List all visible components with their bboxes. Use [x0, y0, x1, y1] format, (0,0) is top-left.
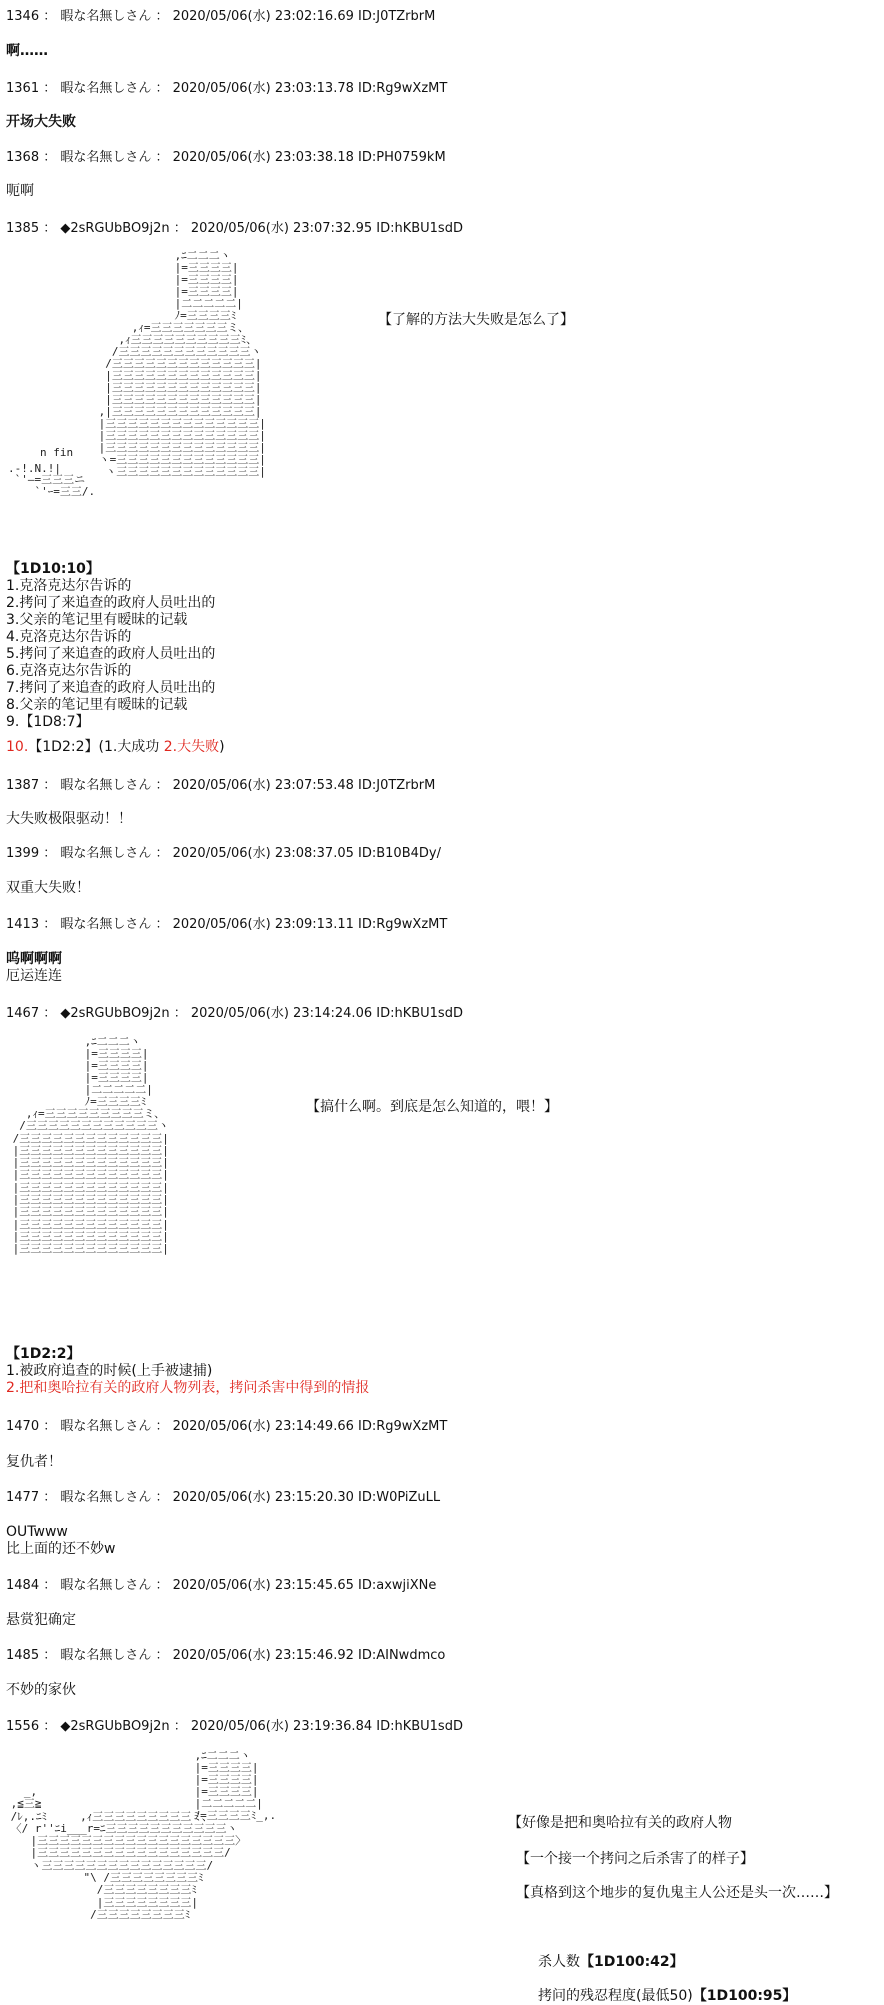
post-header: 1484 ： 暇な名無しさん ： 2020/05/06(水) 23:15:45.65 ID:axwjiXNe — [6, 1578, 437, 1593]
list-item-result: 2.把和奥哈拉有关的政府人物列表，拷问杀害中得到的情报 — [6, 1380, 370, 1396]
post-header: 1477 ： 暇な名無しさん ： 2020/05/06(水) 23:15:20.30 ID:W0PiZuLL — [6, 1490, 441, 1505]
ascii-art-figure: ,ﾆ二二二ヽ |=三三三三| |=三三三三| |=三三三三| |二二二二二| ﾉ=三三三三ﾐ — [174, 249, 243, 322]
post-body: 复仇者！ — [6, 1454, 62, 1470]
post-header: 1368 ： 暇な名無しさん ： 2020/05/06(水) 23:03:38.18 ID:PH0759kM — [6, 150, 446, 165]
dialog-text: 【搞什么啊。到底是怎么知道的，喂！】 — [306, 1099, 558, 1115]
post-header: 1346 ： 暇な名無しさん ： 2020/05/06(水) 23:02:16.69 ID:J0TZrbrM — [6, 9, 436, 24]
post-header: 1485 ： 暇な名無しさん ： 2020/05/06(水) 23:15:46.92 ID:AINwdmco — [6, 1648, 446, 1663]
kill-count-roll: 【1D100:42】 — [580, 1954, 684, 1970]
post-body: 开场大失败 — [6, 114, 76, 130]
ascii-art-body: _, ,≦三≧ /ﾚ,.ﾆﾐ ,ｨ三三三三三三三三三ミ、 〈/ r''ﾆi___r=ﾆ三三三三三三三三三三三ヽ |三三三三三三三三三三三三三三三三三三〉 |三三三三三三三三三三三三三三三三三/ ヽ三三三三三三三三三三三三三三三/ "\ /三三三三三三三三ﾐ /三三三三三三三三ﾐ |三三三三三三三三| /三三三三三三三三ﾐ — [10, 1785, 247, 1921]
post-header: 1556 ： ◆2sRGUbBO9j2n ： 2020/05/06(水) 23:19:36.84 ID:hKBU1sdD — [6, 1719, 463, 1734]
post-header: 1361 ： 暇な名無しさん ： 2020/05/06(水) 23:03:13.78 ID:Rg9wXzMT — [6, 81, 448, 96]
cruelty-line — [538, 1985, 796, 2005]
post-header: 1385 ： ◆2sRGUbBO9j2n ： 2020/05/06(水) 23:07:32.95 ID:hKBU1sdD — [6, 221, 463, 236]
list-item: 6.克洛克达尔告诉的 — [6, 663, 132, 679]
list-item: 5.拷问了来追查的政府人员吐出的 — [6, 646, 216, 662]
highlight-text: 2.大失败 — [163, 739, 220, 755]
ascii-art-body: ,ｨ=三三三三三三三三三ミ、 /三三三三三三三三三三三三ヽ /三三三三三三三三三三三三三| |三三三三三三三三三三三三三| |三三三三三三三三三三三三三| |三三三三三三三三三三三三三| |三三三三三三三三三三三三三| |三三三三三三三三三三三三三| |三三三三三三三三三三三三三| |三三三三三三三三三三三三三| |三三三三三三三三三三三三三| |三三三三三三三三三三三三三| — [12, 1107, 169, 1256]
ascii-art-body: ,ｨ=三三三三三三三ミ、 ,ｨ三三三三三三三三三三ﾐ、 /三三三三三三三三三三三三ヽ /三三三三三三三三三三三三三| |三三三三三三三三三三三三三| |三三三三三三三三三三三三三| |三三三三三三三三三三三三三| ,|三三三三三三三三三三三三三| |三三三三三三三三三三三三三三| |三三三三三三三三三三三三三三| |三三三三三三三三三三三三三三| ヽ=三三三三三三三三三三三三三| ヽ三三三三三三三三三三三三三| — [98, 321, 266, 478]
list-text: ) — [219, 739, 225, 755]
post-body: 悬赏犯确定 — [6, 1612, 76, 1628]
post-body: 不妙的家伙 — [6, 1682, 76, 1698]
list-item: 1.克洛克达尔告诉的 — [6, 578, 132, 594]
ascii-art-figure: ,ﾆ二二二ヽ |=三三三三| |=三三三三| |=三三三三| |二二二二二| ﾉ=三三三三ﾐ_,. — [194, 1749, 277, 1822]
list-text: 【1D2:2】(1.大成功 — [28, 739, 160, 755]
dice-roll-title: 【1D2:2】 — [6, 1346, 81, 1362]
dialog-text: 【好像是把和奥哈拉有关的政府人物 — [508, 1815, 732, 1831]
list-item: 4.克洛克达尔告诉的 — [6, 629, 132, 645]
list-item: 8.父亲的笔记里有暧昧的记载 — [6, 697, 188, 713]
dialog-text: 【了解的方法大失败是怎么了】 — [378, 312, 574, 328]
post-header: 1413 ： 暇な名無しさん ： 2020/05/06(水) 23:09:13.11 ID:Rg9wXzMT — [6, 917, 448, 932]
list-item: 9.【1D8:7】 — [6, 714, 90, 730]
post-body: 厄运连连 — [6, 968, 62, 984]
ascii-art-hand: n fin — [40, 446, 74, 459]
ascii-art-figure: ,ﾆ二二二ヽ |=三三三三| |=三三三三| |=三三三三| |二二二二二| ﾉ=三三三三ﾐ — [84, 1035, 153, 1108]
dialog-text: 【真格到这个地步的复仇鬼主人公还是头一次……】 — [516, 1885, 838, 1901]
post-header: 1470 ： 暇な名無しさん ： 2020/05/06(水) 23:14:49.66 ID:Rg9wXzMT — [6, 1419, 448, 1434]
post-body: 比上面的还不妙w — [6, 1541, 116, 1557]
list-item: 2.拷问了来追查的政府人员吐出的 — [6, 595, 216, 611]
list-number: 10. — [6, 739, 29, 755]
ascii-art-hand: .-!.N.!| — [8, 462, 61, 475]
post-header: 1387 ： 暇な名無しさん ： 2020/05/06(水) 23:07:53.48 ID:J0TZrbrM — [6, 778, 436, 793]
post-body: 双重大失败！ — [6, 880, 90, 896]
post-header: 1399 ： 暇な名無しさん ： 2020/05/06(水) 23:08:37.05 ID:B10B4Dy/ — [6, 846, 441, 861]
cruelty-roll: 【1D100:95】 — [692, 1988, 797, 2004]
dice-roll-title: 【1D10:10】 — [6, 561, 100, 577]
post-body: 大失败极限驱动！！ — [6, 811, 132, 827]
kill-count-label: 杀人数 — [538, 1954, 580, 1970]
list-item: 7.拷问了来追查的政府人员吐出的 — [6, 680, 216, 696]
dialog-text: 【一个接一个拷问之后杀害了的样子】 — [516, 1851, 754, 1867]
post-header: 1467 ： ◆2sRGUbBO9j2n ： 2020/05/06(水) 23:14:24.06 ID:hKBU1sdD — [6, 1006, 463, 1021]
post-body: 啊…… — [6, 43, 48, 59]
list-item: 1.被政府追查的时候(上手被逮捕) — [6, 1363, 213, 1379]
ascii-art-arm: `'―=三三三ニ `'ｰ=三三/. — [14, 473, 96, 498]
kill-count-line — [538, 1951, 684, 1971]
post-body: 呜啊啊啊 — [6, 951, 62, 967]
post-body: OUTwww — [6, 1524, 68, 1540]
post-body: 呃啊 — [6, 183, 34, 199]
cruelty-label: 拷问的残忍程度(最低50) — [538, 1988, 693, 2004]
list-item-result — [6, 739, 225, 756]
list-item: 3.父亲的笔记里有暧昧的记载 — [6, 612, 188, 628]
